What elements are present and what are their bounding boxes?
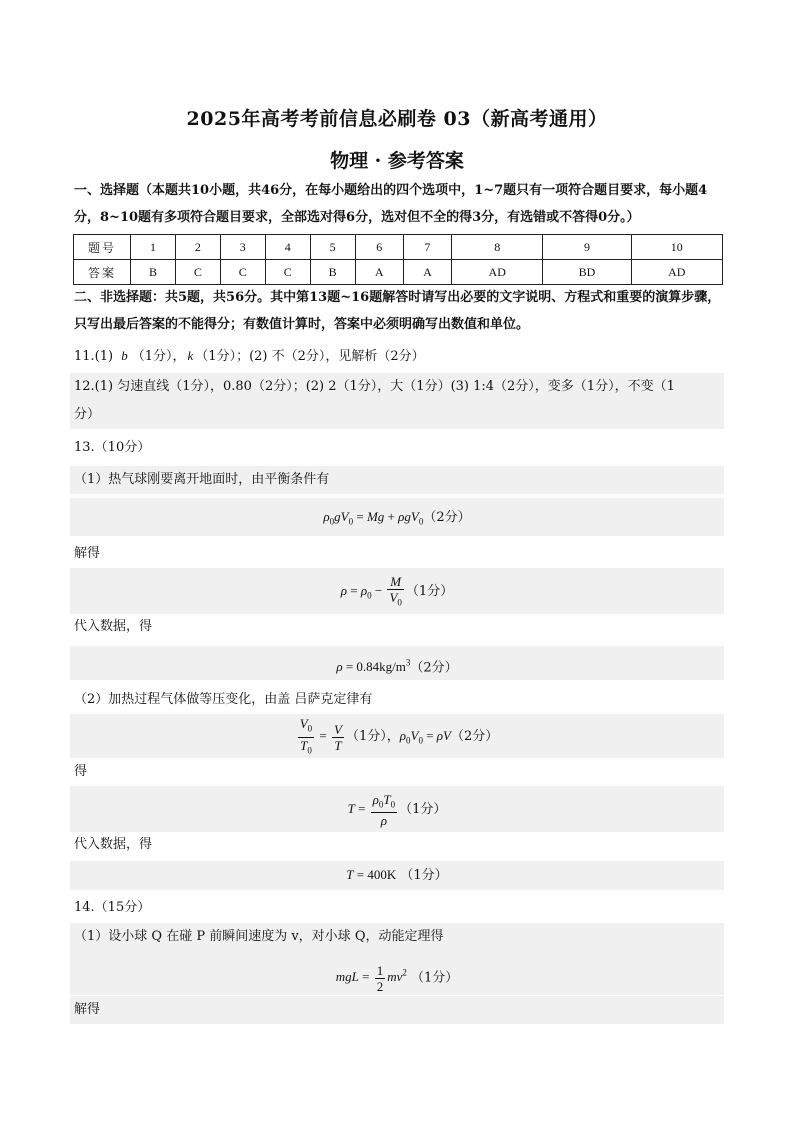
- q13-T-value: = 400K: [356, 867, 397, 882]
- answer-cell: B: [310, 260, 355, 285]
- table-row-answers: [74, 260, 723, 285]
- answer-table: [73, 234, 723, 285]
- answer-cell: C: [220, 260, 265, 285]
- q12-line1: 12.(1) 匀速直线（1分），0.80（2分）；(2) 2（1分），大（1分）(3) 1:4（2分），变多（1分），不变（1: [70, 373, 724, 401]
- q13-dairu-2: 代入数据，得: [74, 837, 153, 852]
- q11-var-b: b: [121, 348, 128, 363]
- question-number-cell: 1: [131, 235, 176, 260]
- answer-cell: B: [131, 260, 176, 285]
- question-number-cell: 3: [220, 235, 265, 260]
- question-number-cell: 4: [265, 235, 310, 260]
- q11-line: [70, 342, 724, 371]
- q13-jiede-1: 解得: [74, 546, 101, 561]
- q13-dairu-1: 代入数据，得: [74, 619, 153, 634]
- page-title: 2025年高考考前信息必刷卷 03（新高考通用）: [186, 108, 608, 130]
- answer-cell: C: [175, 260, 220, 285]
- q14-eq-energy: mgL = $\frac{1}{2}$ $mv^2$ （1分）: [70, 951, 724, 995]
- q13-part1: （1）热气球刚要离开地面时，由平衡条件有: [70, 466, 724, 494]
- question-number-cell: 5: [310, 235, 355, 260]
- q12-line2: 分）: [70, 401, 724, 429]
- q13-de: 得: [74, 764, 88, 779]
- question-number-cell: 6: [355, 235, 403, 260]
- q13-part2: （2）加热过程气体做等压变化，由盖 吕萨克定律有: [74, 692, 373, 707]
- table-header-label: 题号: [74, 235, 131, 260]
- page-subtitle: 物理 · 参考答案: [330, 150, 464, 172]
- answer-cell: A: [355, 260, 403, 285]
- q14-eq1-score: （1分）: [411, 970, 459, 986]
- q13-eq2-score: （1分）: [405, 584, 454, 599]
- question-number-cell: 9: [543, 235, 631, 260]
- q13-eq-rho: $\rho = \rho_0$ − $\frac{M}{V_0}$ （1分）: [70, 568, 724, 614]
- section-1-heading: 一、选择题（本题共10小题，共46分，在每小题给出的四个选项中，1~7题只有一项符合题目要求，每小题4分，8~10题有多项符合题目要求，全部选对得6分，选对但不全的得3分，有选错或不答得0分。）: [74, 183, 708, 225]
- answer-cell: C: [265, 260, 310, 285]
- q13-eq3-score: （2分）: [410, 660, 458, 676]
- q13-eq6-score: （1分）: [399, 802, 447, 817]
- q13-eq4-score: （1分），: [345, 729, 400, 744]
- q13-eq-T: T = $\frac{\rho_0T_0}{\rho}$ （1分）: [70, 786, 724, 832]
- q14-part1: （1）设小球 Q 在碰 P 前瞬间速度为 v，对小球 Q，动能定理得: [70, 923, 724, 951]
- question-number-cell: 8: [452, 235, 543, 260]
- q13-eq-gaylussac: $\frac{V_0}{T_0}$ = $\frac{V}{T}$ （1分），$\rho_0V_0 = \rho V(2$分）: [70, 714, 724, 758]
- q13-eq1-score: （2分）: [423, 510, 471, 525]
- q13-eq-balance: $\rho_0gV_0 = Mg + \rho gV_0(2$分）: [70, 498, 724, 536]
- section-2-heading: 二、非选择题：共5题，共56分。其中第13题~16题解答时请写出必要的文字说明、方程式和重要的演算步骤，只写出最后答案的不能得分；有数值计算时，答案中必须明确写出数值和单位。: [74, 290, 721, 332]
- q14-heading: 14.（15分）: [74, 900, 151, 915]
- q13-heading: 13.（10分）: [74, 440, 151, 455]
- q11-number: 11.(1): [74, 349, 114, 364]
- answer-cell: AD: [631, 260, 723, 285]
- question-number-cell: 10: [631, 235, 723, 260]
- q13-eq7-score: （1分）: [400, 868, 448, 883]
- table-answer-label: 答案: [74, 260, 131, 285]
- q13-eq-T-value: T = 400K （1分）: [70, 861, 724, 890]
- q11-rest: （1分）；(2) 不（2分），见解析（2分）: [195, 349, 425, 364]
- q11-var-k: k: [187, 348, 194, 363]
- question-number-cell: 2: [175, 235, 220, 260]
- q11-score1: （1分），: [131, 349, 186, 364]
- question-number-cell: 7: [403, 235, 451, 260]
- q14-jiede: 解得: [70, 996, 724, 1024]
- q13-eq-rho-value: $\rho = 0.84kg/m^3(2$分）: [70, 646, 724, 680]
- answer-cell: BD: [543, 260, 631, 285]
- table-row-numbers: [74, 235, 723, 260]
- answer-cell: A: [403, 260, 451, 285]
- answer-cell: AD: [452, 260, 543, 285]
- q13-eq5-score: （2分）: [450, 729, 499, 744]
- q13-rho-value: = 0.84kg/m: [345, 659, 406, 675]
